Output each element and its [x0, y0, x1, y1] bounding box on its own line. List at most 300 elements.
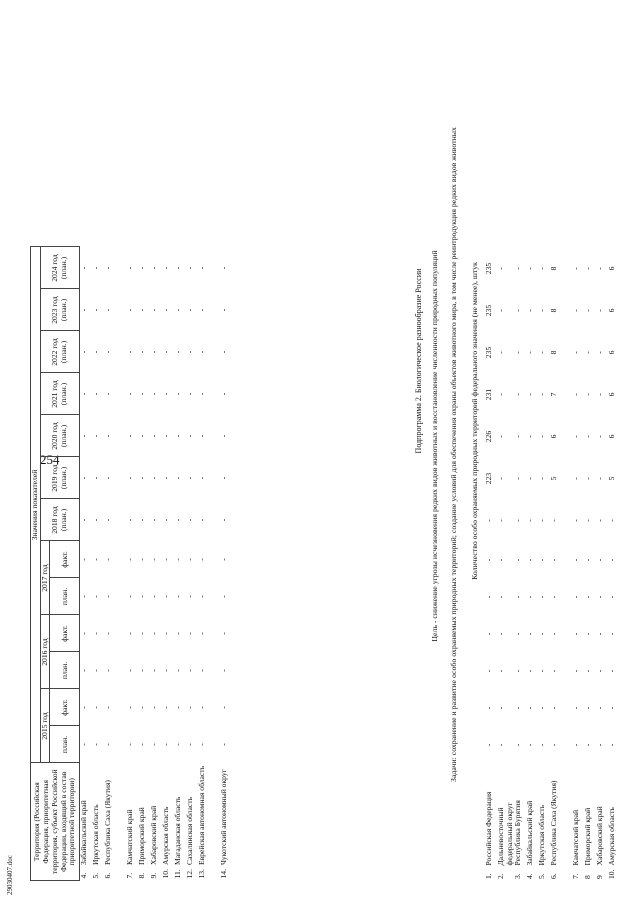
- row-value: -: [91, 350, 101, 354]
- row-value: -: [197, 392, 207, 396]
- row-value: -: [525, 706, 535, 710]
- row-value: -: [79, 518, 89, 522]
- row-value: -: [79, 595, 89, 598]
- row-number: 2.: [496, 873, 505, 879]
- row-value: -: [79, 558, 89, 561]
- row-number: 8.: [137, 872, 147, 879]
- row-value: -: [583, 309, 593, 312]
- row-value: -: [173, 706, 183, 709]
- row-value: -: [513, 706, 523, 710]
- row-value: -: [197, 669, 207, 672]
- row-value: -: [79, 669, 89, 672]
- row-value: -: [525, 743, 535, 747]
- row-value: -: [607, 669, 617, 673]
- row-value: -: [91, 743, 101, 746]
- row-value: -: [173, 743, 183, 746]
- row-value: -: [571, 267, 581, 270]
- row-value: -: [125, 308, 135, 312]
- row-value: -: [549, 743, 559, 747]
- row-value: -: [496, 351, 505, 354]
- row-value: -: [595, 519, 605, 522]
- row-value: -: [595, 595, 605, 599]
- header-fact-2016: факт.: [50, 615, 80, 652]
- row-number: 10.: [161, 869, 171, 879]
- row-value: -: [125, 350, 135, 354]
- row-number: 3.: [513, 873, 523, 879]
- row-value: -: [496, 743, 505, 747]
- row-value: -: [537, 632, 547, 636]
- row-value: -: [185, 518, 195, 522]
- row-value: 223: [484, 472, 493, 485]
- row-value: -: [161, 350, 171, 354]
- table-row: [526, 248, 538, 882]
- row-value: -: [197, 308, 207, 312]
- row-value: 7: [549, 392, 559, 397]
- row-territory-name: Приморский край: [583, 807, 593, 866]
- row-value: -: [219, 706, 229, 709]
- row-value: -: [537, 477, 547, 480]
- row-value: -: [149, 632, 159, 635]
- header-plan-2016: план.: [50, 652, 80, 689]
- row-value: -: [149, 706, 159, 709]
- row-value: -: [185, 308, 195, 312]
- row-value: -: [496, 267, 505, 270]
- header-indicators: Значения показателей: [31, 247, 41, 763]
- row-value: -: [525, 477, 535, 480]
- row-value: -: [583, 706, 593, 710]
- row-value: -: [583, 393, 593, 396]
- row-value: -: [595, 632, 605, 636]
- indicator-table-lower: [485, 248, 620, 882]
- table-row: [584, 248, 596, 882]
- row-value: -: [583, 595, 593, 599]
- row-value: -: [571, 632, 581, 636]
- row-number: 4.: [79, 872, 89, 879]
- row-value: -: [571, 393, 581, 396]
- table-row: [138, 247, 150, 881]
- row-value: -: [513, 477, 523, 480]
- row-value: -: [103, 706, 113, 709]
- row-value: -: [525, 267, 535, 270]
- row-value: 235: [484, 262, 493, 275]
- row-value: -: [79, 266, 89, 270]
- row-value: -: [595, 558, 605, 562]
- row-number: 9.: [149, 872, 159, 879]
- row-value: -: [103, 632, 113, 635]
- table-row: [198, 247, 220, 881]
- row-value: -: [484, 706, 493, 710]
- table-row: [497, 248, 514, 882]
- task-text: Задачи: сохранение и развитие особо охраняемых природных территорий; создание условий для обеспечения охраны объектов животного мира, в том числе реинтродукция редких видов животных: [449, 127, 458, 782]
- row-value: -: [513, 632, 523, 636]
- header-plan-2015: план.: [50, 726, 80, 763]
- row-value: -: [583, 632, 593, 636]
- row-value: -: [571, 435, 581, 438]
- row-value: -: [571, 519, 581, 522]
- row-number: 1.: [484, 873, 493, 879]
- row-value: -: [173, 476, 183, 480]
- row-territory-name: Республика Бурятия: [513, 800, 523, 866]
- header-2020: 2020 год (план.): [40, 415, 80, 457]
- row-value: -: [103, 266, 113, 270]
- row-value: -: [513, 669, 523, 673]
- indicator-title: Количество особо охраняемых природных территорий федерального значения (не менее), штук: [470, 262, 479, 580]
- row-value: -: [103, 350, 113, 354]
- row-value: -: [173, 350, 183, 354]
- table-row: [596, 248, 608, 882]
- row-value: -: [137, 434, 147, 438]
- row-value: -: [496, 632, 505, 636]
- row-number: 7.: [125, 872, 135, 879]
- row-value: -: [549, 706, 559, 710]
- table-row: [174, 247, 186, 881]
- row-value: -: [137, 632, 147, 635]
- row-value: -: [91, 308, 101, 312]
- row-territory-name: Забайкальский край: [79, 800, 89, 865]
- row-value: 226: [484, 430, 493, 443]
- row-territory-name: Амурская область: [607, 807, 617, 866]
- row-value: -: [173, 392, 183, 396]
- row-value: -: [125, 476, 135, 480]
- row-number: 9: [595, 875, 605, 879]
- row-value: -: [219, 595, 229, 598]
- row-value: -: [513, 393, 523, 396]
- row-number: 6.: [103, 872, 113, 879]
- row-value: -: [219, 669, 229, 672]
- table-row: [514, 248, 526, 882]
- row-value: -: [537, 595, 547, 599]
- row-value: -: [149, 669, 159, 672]
- row-value: -: [173, 669, 183, 672]
- row-territory-name: Камчатский край: [571, 809, 581, 866]
- row-value: -: [571, 558, 581, 562]
- row-value: -: [79, 706, 89, 709]
- row-value: -: [595, 267, 605, 270]
- row-value: -: [137, 350, 147, 354]
- row-territory-name: Сахалинская область: [185, 797, 195, 865]
- row-value: 6: [607, 392, 617, 397]
- row-value: -: [125, 434, 135, 438]
- row-value: -: [137, 743, 147, 746]
- row-value: -: [79, 350, 89, 354]
- row-value: -: [219, 476, 229, 480]
- row-value: -: [607, 558, 617, 562]
- row-value: -: [161, 669, 171, 672]
- row-territory-name: Республика Саха (Якутия): [549, 780, 559, 866]
- table-row: [126, 247, 138, 881]
- header-territory: Территория (Российская Федерация, приоритетная территория, субъект Российской Федерации, входящий в состав приоритетной территории): [31, 763, 80, 881]
- row-value: -: [161, 392, 171, 396]
- row-value: -: [173, 266, 183, 270]
- row-value: -: [173, 632, 183, 635]
- row-number: 8: [583, 875, 593, 879]
- row-value: -: [91, 706, 101, 709]
- row-value: -: [103, 392, 113, 396]
- row-value: -: [571, 743, 581, 747]
- row-value: -: [197, 434, 207, 438]
- row-value: -: [571, 477, 581, 480]
- row-value: -: [91, 434, 101, 438]
- row-value: 6: [607, 350, 617, 355]
- row-number: 5.: [91, 872, 101, 879]
- row-value: -: [571, 309, 581, 312]
- row-value: -: [185, 595, 195, 598]
- row-territory-name: Приморский край: [137, 807, 147, 865]
- table-row: [150, 247, 162, 881]
- row-value: -: [185, 392, 195, 396]
- row-territory-name: Еврейская автономная область: [197, 765, 207, 865]
- row-value: -: [149, 308, 159, 312]
- table-row: [572, 248, 584, 882]
- row-value: -: [513, 309, 523, 312]
- row-value: 8: [549, 350, 559, 355]
- row-value: -: [91, 558, 101, 561]
- header-2024: 2024 год (план.): [40, 247, 80, 289]
- row-value: -: [103, 595, 113, 598]
- row-value: -: [173, 308, 183, 312]
- row-value: -: [185, 632, 195, 635]
- row-value: -: [149, 434, 159, 438]
- row-value: -: [137, 558, 147, 561]
- row-number: 5.: [537, 873, 547, 879]
- row-value: -: [149, 392, 159, 396]
- row-value: -: [537, 669, 547, 673]
- row-value: -: [525, 519, 535, 522]
- row-value: -: [185, 350, 195, 354]
- header-year-2016: 2016 год: [40, 615, 50, 689]
- row-value: -: [173, 595, 183, 598]
- row-value: -: [595, 477, 605, 480]
- row-value: -: [513, 435, 523, 438]
- row-value: -: [219, 518, 229, 522]
- row-value: -: [484, 519, 493, 522]
- row-value: -: [496, 309, 505, 312]
- footer-file-code: 29030407.doc: [6, 855, 14, 895]
- row-value: 5: [549, 476, 559, 481]
- row-value: -: [219, 266, 229, 270]
- row-value: -: [79, 434, 89, 438]
- row-value: 5: [607, 476, 617, 481]
- row-value: -: [571, 706, 581, 710]
- row-value: -: [197, 595, 207, 598]
- row-value: -: [125, 669, 135, 672]
- row-value: 8: [549, 266, 559, 271]
- row-value: -: [103, 308, 113, 312]
- header-2021: 2021 год (план.): [40, 373, 80, 415]
- row-number: 12.: [185, 869, 195, 879]
- row-value: -: [103, 669, 113, 672]
- table-row: [80, 247, 93, 881]
- row-value: -: [525, 595, 535, 599]
- row-territory-name: Камчатский край: [125, 809, 135, 865]
- row-value: -: [149, 558, 159, 561]
- header-2022: 2022 год (план.): [40, 331, 80, 373]
- table-row: [104, 247, 126, 881]
- row-value: 6: [607, 434, 617, 439]
- row-territory-name: Хабаровский край: [595, 806, 605, 866]
- row-value: -: [103, 743, 113, 746]
- row-value: -: [525, 351, 535, 354]
- row-value: -: [537, 706, 547, 710]
- row-value: -: [161, 308, 171, 312]
- header-2023: 2023 год (план.): [40, 289, 80, 331]
- header-2018: 2018 год (план.): [40, 499, 80, 541]
- row-value: -: [525, 309, 535, 312]
- header-year-2015: 2015 год: [40, 689, 50, 763]
- table-row: [162, 247, 174, 881]
- row-value: -: [537, 393, 547, 396]
- row-value: -: [185, 476, 195, 480]
- row-number: 4.: [525, 873, 535, 879]
- row-value: -: [583, 267, 593, 270]
- row-value: -: [583, 351, 593, 354]
- row-value: -: [549, 632, 559, 636]
- subprogram-title: Подпрограмма 2. Биологическое разнообразие России: [414, 268, 423, 454]
- rotated-page: [30, 28, 630, 881]
- row-value: -: [595, 706, 605, 710]
- page-number: 254: [40, 452, 60, 467]
- row-value: -: [537, 309, 547, 312]
- row-value: -: [185, 743, 195, 746]
- row-value: -: [219, 632, 229, 635]
- row-value: -: [537, 743, 547, 747]
- row-value: -: [161, 743, 171, 746]
- header-year-2017: 2017 год: [40, 541, 50, 615]
- row-value: -: [137, 476, 147, 480]
- row-value: -: [161, 706, 171, 709]
- row-value: -: [484, 558, 493, 562]
- row-value: -: [607, 595, 617, 599]
- row-value: -: [103, 434, 113, 438]
- row-value: -: [525, 558, 535, 562]
- row-value: 235: [484, 304, 493, 317]
- row-territory-name: Российская Федерация: [484, 791, 493, 866]
- row-value: 8: [549, 308, 559, 313]
- row-value: -: [595, 669, 605, 673]
- row-number: 11.: [173, 869, 183, 879]
- row-value: -: [161, 434, 171, 438]
- row-value: -: [496, 435, 505, 438]
- row-value: -: [583, 519, 593, 522]
- row-value: -: [549, 558, 559, 562]
- row-value: -: [137, 518, 147, 522]
- table-row: [608, 248, 620, 882]
- row-value: -: [219, 434, 229, 438]
- row-value: -: [137, 308, 147, 312]
- row-value: -: [197, 743, 207, 746]
- row-value: -: [149, 595, 159, 598]
- table-row: [550, 248, 572, 882]
- row-territory-name: Хабаровский край: [149, 805, 159, 865]
- row-value: -: [513, 743, 523, 747]
- row-value: -: [91, 518, 101, 522]
- row-value: -: [496, 477, 505, 480]
- row-territory-name: Чукотский автономный округ: [219, 769, 229, 865]
- row-value: -: [149, 350, 159, 354]
- row-number: 6.: [549, 873, 559, 879]
- row-value: -: [103, 518, 113, 522]
- row-value: -: [79, 632, 89, 635]
- row-value: -: [595, 309, 605, 312]
- row-value: -: [197, 706, 207, 709]
- row-value: -: [525, 669, 535, 673]
- row-value: 6: [549, 434, 559, 439]
- table-row: [485, 248, 497, 882]
- row-value: -: [137, 706, 147, 709]
- row-value: -: [161, 558, 171, 561]
- row-value: -: [496, 706, 505, 710]
- row-number: 7.: [571, 873, 581, 879]
- indicator-table-upper: [30, 247, 242, 882]
- row-value: -: [219, 558, 229, 561]
- row-territory-name: Дальневосточный федеральный округ: [496, 802, 514, 866]
- row-value: -: [219, 743, 229, 746]
- row-value: -: [496, 519, 505, 522]
- header-row-1: [31, 247, 41, 881]
- row-territory-name: Иркутская область: [537, 804, 547, 866]
- row-value: -: [513, 519, 523, 522]
- row-territory-name: Забайкальский край: [525, 800, 535, 866]
- row-value: -: [125, 632, 135, 635]
- row-value: -: [137, 392, 147, 396]
- row-value: -: [125, 706, 135, 709]
- row-value: -: [197, 266, 207, 270]
- row-value: -: [91, 266, 101, 270]
- row-value: -: [91, 632, 101, 635]
- row-value: -: [484, 743, 493, 747]
- row-value: -: [161, 595, 171, 598]
- row-value: -: [149, 476, 159, 480]
- row-value: -: [173, 558, 183, 561]
- row-value: -: [537, 267, 547, 270]
- row-value: -: [79, 308, 89, 312]
- row-value: -: [185, 266, 195, 270]
- row-value: -: [607, 743, 617, 747]
- row-value: -: [185, 558, 195, 561]
- row-value: -: [173, 518, 183, 522]
- row-value: -: [219, 350, 229, 354]
- row-value: -: [537, 558, 547, 562]
- row-value: -: [161, 266, 171, 270]
- row-value: -: [583, 743, 593, 747]
- row-value: -: [197, 518, 207, 522]
- row-value: -: [125, 266, 135, 270]
- row-territory-name: Иркутская область: [91, 804, 101, 865]
- row-value: -: [496, 558, 505, 562]
- row-value: -: [125, 518, 135, 522]
- row-value: -: [549, 519, 559, 522]
- header-fact-2017: факт.: [50, 541, 80, 578]
- row-value: -: [484, 595, 493, 599]
- row-value: -: [496, 393, 505, 396]
- row-value: -: [571, 595, 581, 599]
- row-value: -: [197, 558, 207, 561]
- row-value: -: [607, 519, 617, 522]
- row-value: -: [125, 743, 135, 746]
- row-territory-name: Магаданская область: [173, 796, 183, 865]
- row-value: -: [583, 558, 593, 562]
- row-number: 13.: [197, 869, 207, 879]
- row-value: -: [583, 669, 593, 673]
- table-row: [220, 247, 242, 881]
- row-value: -: [537, 519, 547, 522]
- row-value: 6: [607, 266, 617, 271]
- row-value: -: [185, 669, 195, 672]
- row-value: -: [149, 266, 159, 270]
- row-value: -: [484, 669, 493, 673]
- row-territory-name: Амурская область: [161, 806, 171, 865]
- row-number: 14.: [219, 869, 229, 879]
